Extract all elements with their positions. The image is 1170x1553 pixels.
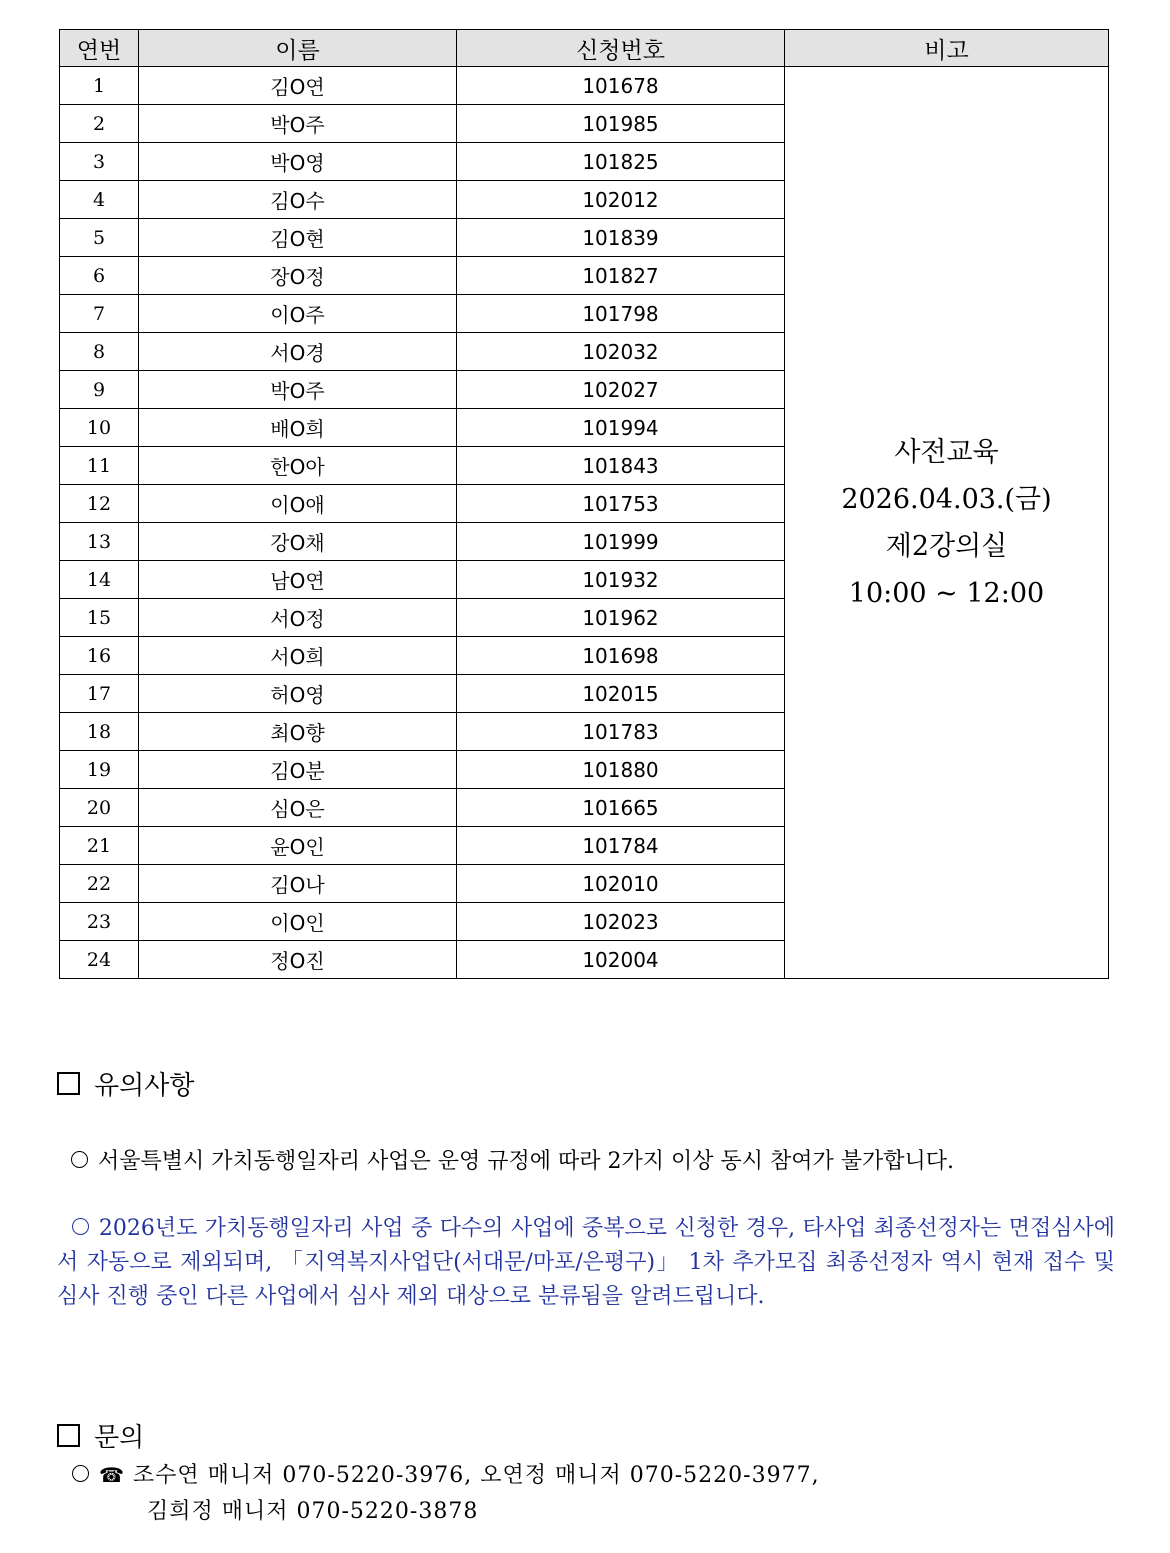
cell-name: 최O향	[139, 713, 457, 751]
cell-no: 5	[60, 219, 139, 257]
cell-app-no: 101839	[457, 219, 785, 257]
cell-app-no: 101784	[457, 827, 785, 865]
checkbox-square-icon	[57, 1072, 80, 1095]
cell-no: 7	[60, 295, 139, 333]
cell-app-no: 101827	[457, 257, 785, 295]
cell-app-no: 101962	[457, 599, 785, 637]
cell-no: 1	[60, 67, 139, 105]
cell-name: 정O진	[139, 941, 457, 979]
cell-name: 김O연	[139, 67, 457, 105]
checkbox-square-icon	[57, 1424, 80, 1447]
cell-no: 2	[60, 105, 139, 143]
cell-name: 김O분	[139, 751, 457, 789]
notice-section-title: 유의사항	[57, 1065, 194, 1102]
cell-name: 강O채	[139, 523, 457, 561]
cell-name: 허O영	[139, 675, 457, 713]
table-row	[60, 67, 1109, 105]
cell-app-no: 101999	[457, 523, 785, 561]
cell-no: 22	[60, 865, 139, 903]
cell-app-no: 101798	[457, 295, 785, 333]
cell-app-no: 101880	[457, 751, 785, 789]
cell-app-no: 101698	[457, 637, 785, 675]
table-header-row	[60, 30, 1109, 67]
cell-name: 이O주	[139, 295, 457, 333]
cell-no: 17	[60, 675, 139, 713]
cell-no: 4	[60, 181, 139, 219]
cell-no: 6	[60, 257, 139, 295]
cell-no: 8	[60, 333, 139, 371]
cell-no: 13	[60, 523, 139, 561]
cell-app-no: 101843	[457, 447, 785, 485]
roster-table	[59, 29, 1109, 979]
inquiry-section-title: 문의	[57, 1417, 144, 1454]
cell-name: 박O영	[139, 143, 457, 181]
cell-no: 16	[60, 637, 139, 675]
remark-line1: 사전교육	[894, 436, 999, 468]
remark-line4: 10:00 ~ 12:00	[848, 577, 1045, 609]
notice-item-1: 서울특별시 가치동행일자리 사업은 운영 규정에 따라 2가지 이상 동시 참여가 불가합니다.	[57, 1145, 1115, 1179]
cell-name: 배O희	[139, 409, 457, 447]
inquiry-contacts	[72, 1457, 820, 1530]
cell-name: 서O정	[139, 599, 457, 637]
cell-no: 19	[60, 751, 139, 789]
notice-item-2: 2026년도 가치동행일자리 사업 중 다수의 사업에 중복으로 신청한 경우, 타사업 최종선정자는 면접심사에서 자동으로 제외되며, 「지역복지사업단(서대문/마포/은평구)」 1차 추가모집 최종선정자 역시 현재 접수 및 심사 진행 중인 다른 사업에서 심사 제외 대상으로 분류됨을 알려드립니다.	[57, 1216, 1115, 1309]
cell-app-no: 102023	[457, 903, 785, 941]
cell-name: 박O주	[139, 371, 457, 409]
cell-app-no: 101932	[457, 561, 785, 599]
remark-cell	[785, 67, 1109, 979]
cell-name: 박O주	[139, 105, 457, 143]
cell-name: 한O아	[139, 447, 457, 485]
circle-bullet-icon	[72, 1465, 89, 1482]
cell-app-no: 102010	[457, 865, 785, 903]
cell-app-no: 101825	[457, 143, 785, 181]
cell-no: 18	[60, 713, 139, 751]
header-name: 이름	[139, 30, 457, 67]
cell-app-no: 101753	[457, 485, 785, 523]
cell-name: 서O희	[139, 637, 457, 675]
cell-app-no: 101994	[457, 409, 785, 447]
cell-app-no: 102004	[457, 941, 785, 979]
cell-app-no: 101665	[457, 789, 785, 827]
cell-name: 김O수	[139, 181, 457, 219]
circle-bullet-icon	[71, 1151, 88, 1168]
cell-app-no: 101678	[457, 67, 785, 105]
cell-app-no: 102027	[457, 371, 785, 409]
cell-no: 23	[60, 903, 139, 941]
cell-app-no: 102032	[457, 333, 785, 371]
cell-app-no: 101985	[457, 105, 785, 143]
cell-no: 12	[60, 485, 139, 523]
header-app-no: 신청번호	[457, 30, 785, 67]
phone-icon: ☎	[99, 1463, 125, 1487]
cell-app-no: 102012	[457, 181, 785, 219]
cell-no: 3	[60, 143, 139, 181]
contact-line-1: ☎ 조수연 매니저 070-5220-3976, 오연정 매니저 070-5220-3977,	[72, 1457, 820, 1494]
cell-no: 15	[60, 599, 139, 637]
cell-no: 9	[60, 371, 139, 409]
cell-no: 10	[60, 409, 139, 447]
cell-app-no: 102015	[457, 675, 785, 713]
header-remark: 비고	[785, 30, 1109, 67]
remark-line2: 2026.04.03.(금)	[841, 483, 1052, 515]
remark-line3: 제2강의실	[885, 530, 1008, 562]
cell-name: 김O나	[139, 865, 457, 903]
cell-no: 24	[60, 941, 139, 979]
cell-name: 심O은	[139, 789, 457, 827]
cell-name: 김O현	[139, 219, 457, 257]
cell-name: 윤O인	[139, 827, 457, 865]
cell-name: 서O경	[139, 333, 457, 371]
header-no: 연번	[60, 30, 139, 67]
cell-name: 이O인	[139, 903, 457, 941]
cell-name: 남O연	[139, 561, 457, 599]
cell-no: 14	[60, 561, 139, 599]
contact-line-2: 김희정 매니저 070-5220-3878	[147, 1499, 479, 1524]
cell-no: 11	[60, 447, 139, 485]
cell-app-no: 101783	[457, 713, 785, 751]
cell-name: 이O애	[139, 485, 457, 523]
circle-bullet-icon	[72, 1218, 89, 1235]
cell-name: 장O정	[139, 257, 457, 295]
cell-no: 20	[60, 789, 139, 827]
cell-no: 21	[60, 827, 139, 865]
